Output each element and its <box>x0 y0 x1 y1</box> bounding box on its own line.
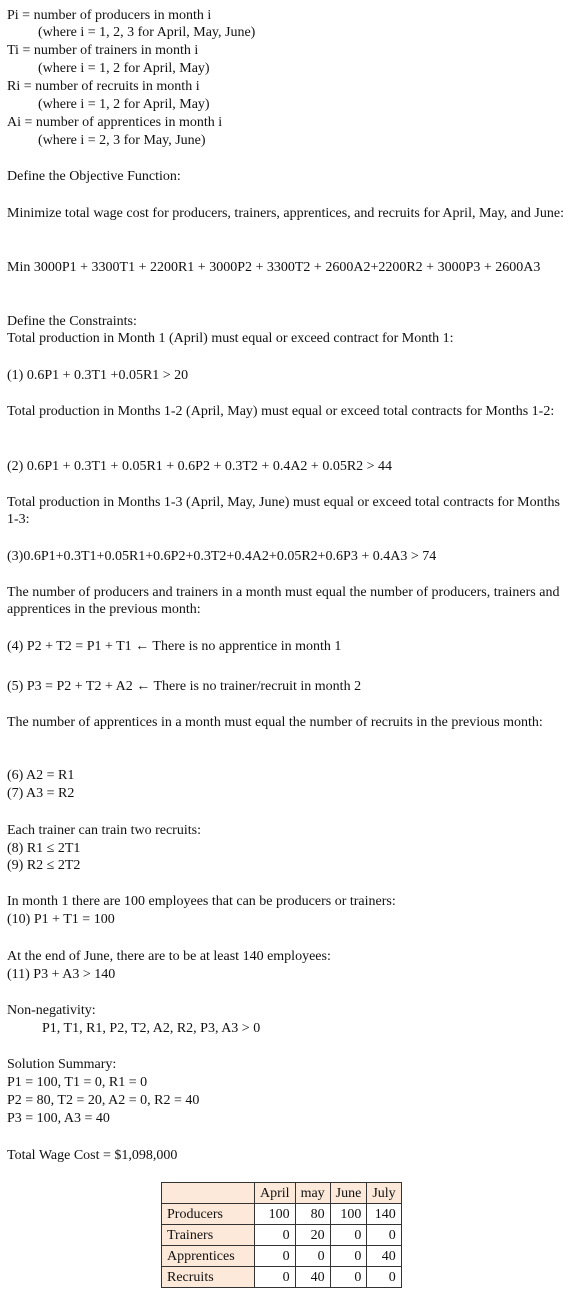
table-cell: 0 <box>330 1246 367 1267</box>
constraint-3-text: Total production in Months 1-3 (April, May, June) must equal or exceed total contracts for Months 1-3: <box>7 495 560 527</box>
definition-r-range: (where i = 1, 2 for April, May) <box>38 97 210 112</box>
row-label: Producers <box>162 1204 255 1225</box>
table-cell: 100 <box>330 1204 367 1225</box>
definition-t-range: (where i = 1, 2 for April, May) <box>38 61 210 76</box>
constraint-4: (4) P2 + T2 = P1 + T1 ← There is no apprentice in month 1 <box>7 639 342 654</box>
table-cell: 0 <box>295 1246 330 1267</box>
table-cell: 0 <box>255 1246 296 1267</box>
objective-heading: Define the Objective Function: <box>7 169 181 184</box>
constraint-3: (3)0.6P1+0.3T1+0.05R1+0.6P2+0.3T2+0.4A2+0.05R2+0.6P3 + 0.4A3 > 74 <box>7 549 437 564</box>
table-row <box>162 1204 402 1225</box>
table-cell: 0 <box>255 1267 296 1288</box>
constraint-67-text: The number of apprentices in a month must equal the number of recruits in the previous month: <box>7 715 543 730</box>
summary-line-3: P3 = 100, A3 = 40 <box>7 1111 110 1126</box>
summary-heading: Solution Summary: <box>7 1057 117 1072</box>
constraint-10-text: In month 1 there are 100 employees that can be producers or trainers: <box>7 894 396 909</box>
nonnegativity-constraint: P1, T1, R1, P2, T2, A2, R2, P3, A3 > 0 <box>42 1021 261 1036</box>
column-header: July <box>367 1183 401 1204</box>
definition-t: Ti = number of trainers in month i <box>7 43 199 58</box>
definition-p: Pi = number of producers in month i <box>7 8 212 23</box>
definition-a-range: (where i = 2, 3 for May, June) <box>38 133 206 148</box>
constraint-7: (7) A3 = R2 <box>7 786 75 801</box>
table-cell: 0 <box>367 1267 401 1288</box>
summary-line-2: P2 = 80, T2 = 20, A2 = 0, R2 = 40 <box>7 1093 200 1108</box>
table-row <box>162 1246 402 1267</box>
column-header: June <box>330 1183 367 1204</box>
table-cell: 0 <box>255 1225 296 1246</box>
objective-text: Minimize total wage cost for producers, trainers, apprentices, and recruits for April, May, and June: <box>7 206 564 221</box>
table-row <box>162 1267 402 1288</box>
constraints-heading: Define the Constraints: <box>7 314 137 329</box>
definition-p-range: (where i = 1, 2, 3 for April, May, June) <box>38 25 256 40</box>
objective-formula: Min 3000P1 + 3300T1 + 2200R1 + 3000P2 + 3300T2 + 2600A2+2200R2 + 3000P3 + 2600A3 <box>7 260 541 275</box>
table-cell: 80 <box>295 1204 330 1225</box>
constraint-11: (11) P3 + A3 > 140 <box>7 967 116 982</box>
table-corner-cell <box>162 1183 255 1204</box>
constraint-2: (2) 0.6P1 + 0.3T1 + 0.05R1 + 0.6P2 + 0.3T2 + 0.4A2 + 0.05R2 > 44 <box>7 459 393 474</box>
summary-line-1: P1 = 100, T1 = 0, R1 = 0 <box>7 1075 148 1090</box>
constraint-9: (9) R2 ≤ 2T2 <box>7 858 81 873</box>
definition-r: Ri = number of recruits in month i <box>7 79 200 94</box>
constraint-45-text: The number of producers and trainers in a month must equal the number of producers, trainers and apprentices in the previous month: <box>7 585 560 617</box>
column-header: may <box>295 1183 330 1204</box>
table-cell: 0 <box>330 1225 367 1246</box>
column-header: April <box>255 1183 296 1204</box>
constraint-2-text: Total production in Months 1-2 (April, May) must equal or exceed total contracts for Months 1-2: <box>7 404 555 419</box>
constraint-1-text: Total production in Month 1 (April) must equal or exceed contract for Month 1: <box>7 331 454 346</box>
constraint-1: (1) 0.6P1 + 0.3T1 +0.05R1 > 20 <box>7 368 189 383</box>
constraint-10: (10) P1 + T1 = 100 <box>7 912 115 927</box>
table-cell: 40 <box>367 1246 401 1267</box>
table-row <box>162 1225 402 1246</box>
constraint-11-text: At the end of June, there are to be at least 140 employees: <box>7 949 331 964</box>
table-cell: 20 <box>295 1225 330 1246</box>
constraint-5: (5) P3 = P2 + T2 + A2 ← There is no trainer/recruit in month 2 <box>7 679 362 694</box>
nonnegativity-heading: Non-negativity: <box>7 1003 96 1018</box>
table-cell: 0 <box>330 1267 367 1288</box>
constraint-89-text: Each trainer can train two recruits: <box>7 823 201 838</box>
table-header-row <box>162 1183 402 1204</box>
constraint-8: (8) R1 ≤ 2T1 <box>7 841 81 856</box>
table-cell: 100 <box>255 1204 296 1225</box>
table-cell: 40 <box>295 1267 330 1288</box>
total-wage-cost: Total Wage Cost = $1,098,000 <box>7 1148 178 1163</box>
row-label: Trainers <box>162 1225 255 1246</box>
staffing-table <box>161 1182 402 1288</box>
definition-a: Ai = number of apprentices in month i <box>7 115 223 130</box>
row-label: Recruits <box>162 1267 255 1288</box>
row-label: Apprentices <box>162 1246 255 1267</box>
constraint-6: (6) A2 = R1 <box>7 768 75 783</box>
table-cell: 0 <box>367 1225 401 1246</box>
table-cell: 140 <box>367 1204 401 1225</box>
